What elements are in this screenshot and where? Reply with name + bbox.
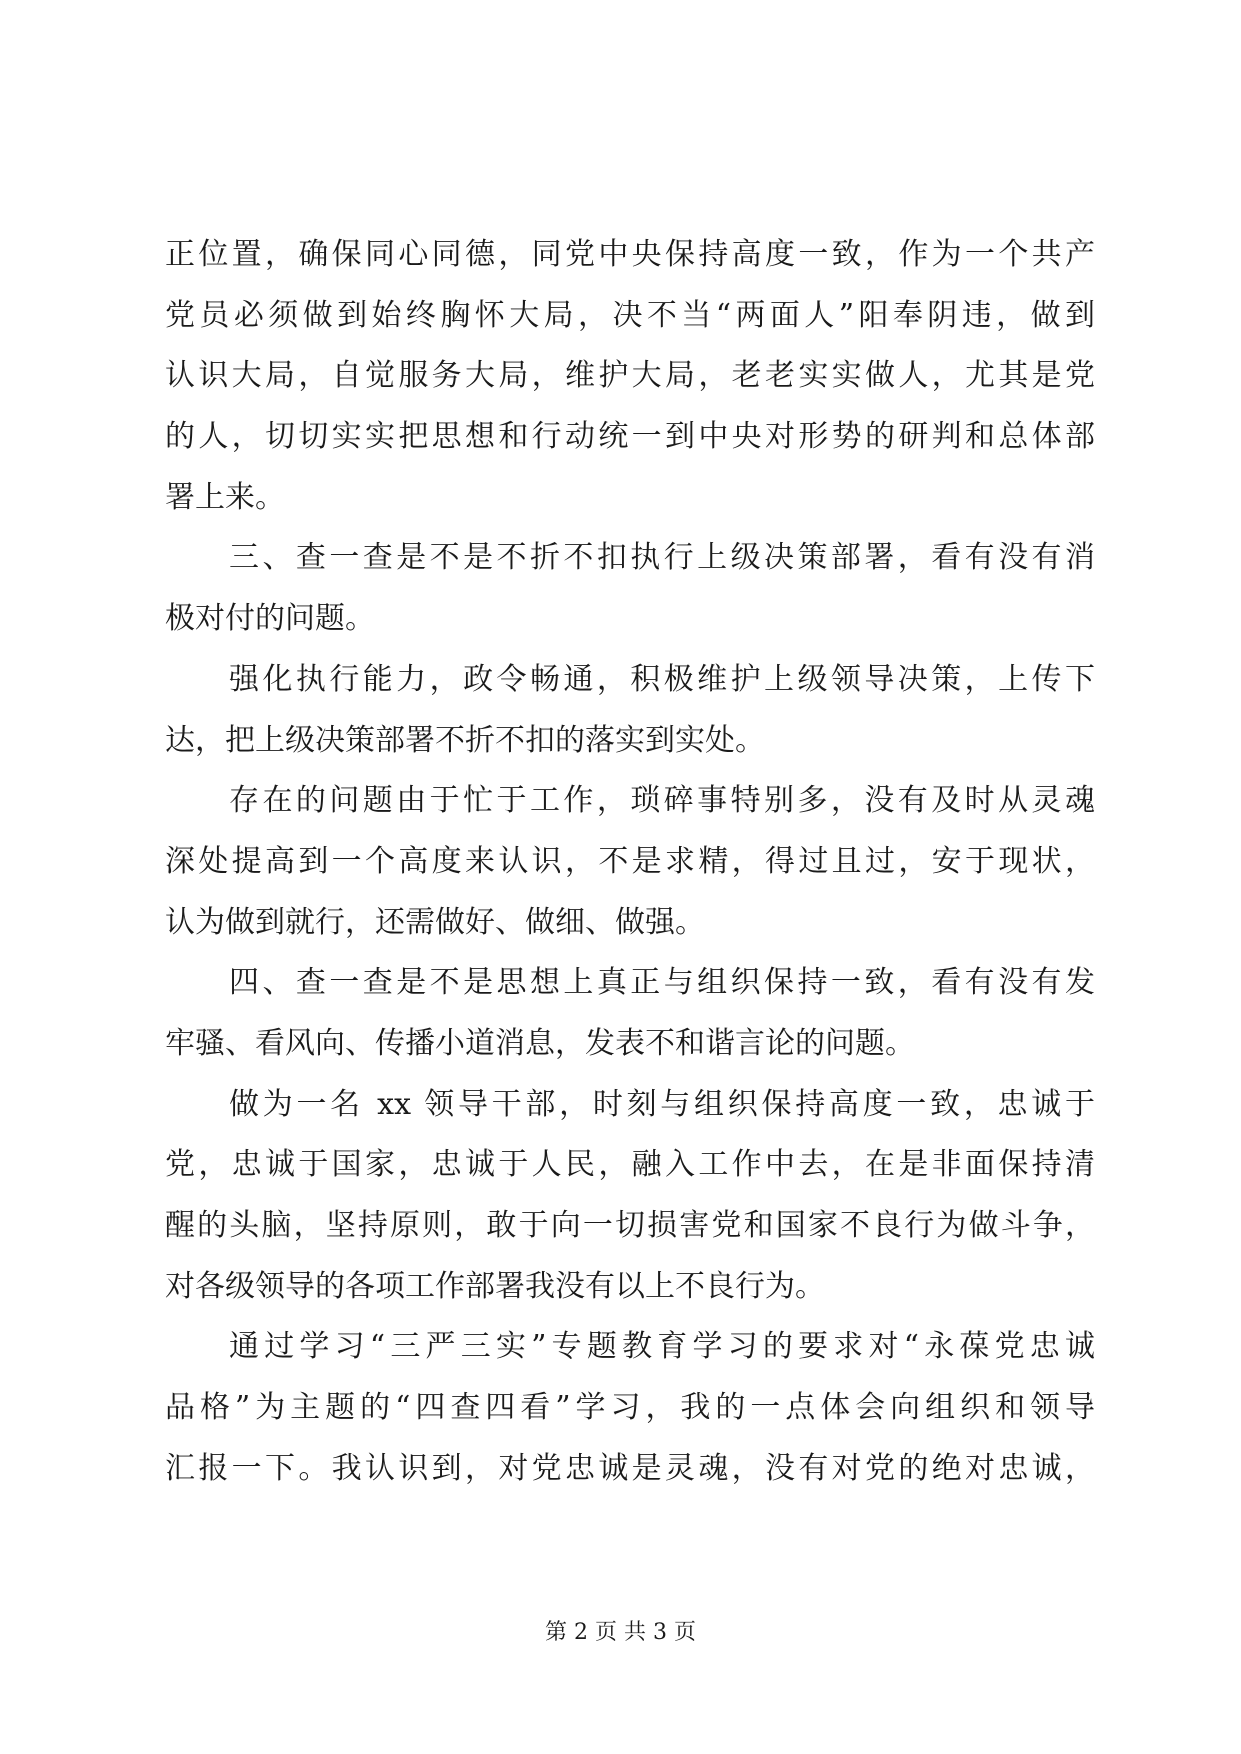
section-heading-line: 牢骚、看风向、传播小道消息，发表不和谐言论的问题。 (165, 1025, 915, 1061)
text-line: 达，把上级决策部署不折不扣的落实到实处。 (165, 722, 765, 758)
text-line: 对各级领导的各项工作部署我没有以上不良行为。 (165, 1268, 825, 1304)
text-line: 汇报一下。我认识到，对党忠诚是灵魂，没有对党的绝对忠诚， (165, 1450, 1095, 1486)
text-line: 醒的头脑，坚持原则，敢于向一切损害党和国家不良行为做斗争， (165, 1208, 1095, 1243)
text-line: 强化执行能力，政令畅通，积极维护上级领导决策，上传下 (229, 661, 1095, 697)
text-line: 署上来。 (165, 479, 285, 515)
section-heading-line: 四、查一查是不是思想上真正与组织保持一致，看有没有发 (229, 965, 1095, 1001)
section-heading-line: 三、查一查是不是不折不扣执行上级决策部署，看有没有消 (229, 540, 1095, 576)
text-line: 认为做到就行，还需做好、做细、做强。 (165, 904, 705, 940)
text-line: 通过学习“三严三实”专题教育学习的要求对“永葆党忠诚 (229, 1329, 1095, 1365)
text-line: 认识大局，自觉服务大局，维护大局，老老实实做人，尤其是党 (165, 358, 1095, 394)
text-line: 党员必须做到始终胸怀大局，决不当“两面人”阳奉阴违，做到 (165, 297, 1095, 333)
text-line: 正位置，确保同心同德，同党中央保持高度一致，作为一个共产 (165, 237, 1095, 272)
section-heading-line: 极对付的问题。 (165, 601, 375, 637)
text-line: 做为一名 xx 领导干部，时刻与组织保持高度一致，忠诚于 (229, 1086, 1095, 1122)
text-line: 品格”为主题的“四查四看”学习，我的一点体会向组织和领导 (165, 1390, 1095, 1426)
text-line: 的人，切切实实把思想和行动统一到中央对形势的研判和总体部 (165, 419, 1095, 455)
document-body (165, 225, 1095, 1499)
text-line: 党，忠诚于国家，忠诚于人民，融入工作中去，在是非面保持清 (165, 1147, 1095, 1183)
text-line: 存在的问题由于忙于工作，琐碎事特别多，没有及时从灵魂 (229, 783, 1095, 819)
text-line: 深处提高到一个高度来认识，不是求精，得过且过，安于现状， (165, 843, 1095, 879)
page-number-footer: 第 2 页 共 3 页 (545, 1620, 696, 1645)
